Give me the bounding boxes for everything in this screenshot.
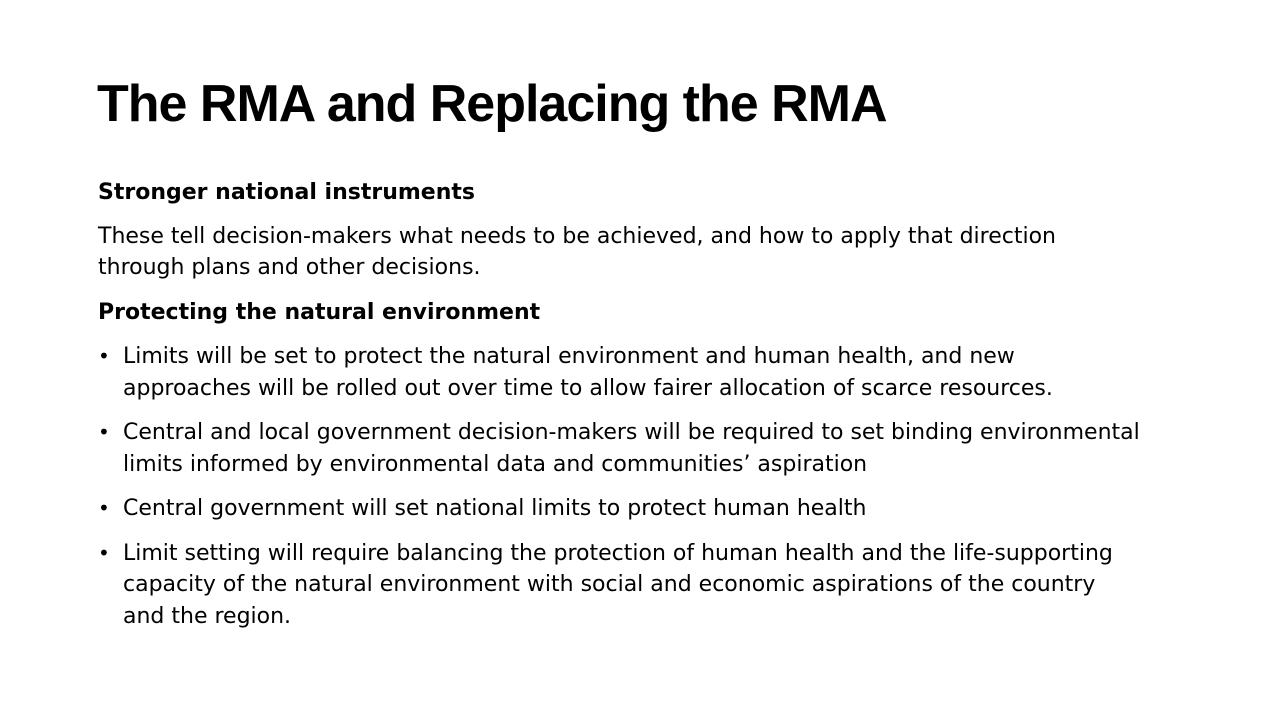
bullet-marker: •	[98, 540, 110, 565]
list-item	[98, 341, 1178, 404]
bullet-text: Central and local government decision-makers will be required to set binding environmental limits informed by environmental data and communities’ aspiration	[123, 420, 1140, 477]
slide-content	[98, 177, 1178, 645]
slide-title: The RMA and Replacing the RMA	[97, 75, 887, 133]
bullet-list	[98, 341, 1178, 632]
bullet-marker: •	[98, 496, 110, 520]
bullet-marker: •	[98, 344, 110, 368]
section-heading-natural-environment: Protecting the natural environment	[98, 299, 541, 325]
section-heading-national-instruments: Stronger national instruments	[98, 180, 475, 205]
list-item	[98, 538, 1178, 633]
list-item	[98, 493, 1178, 525]
bullet-text: Limits will be set to protect the natural environment and human health, and new approaches will be rolled out over time to allow fairer allocation of scarce resources.	[123, 344, 1053, 401]
bullet-text: Central government will set national limits to protect human health	[123, 496, 867, 521]
bullet-text: Limit setting will require balancing the protection of human health and the life-supporting capacity of the natural environment with social and economic aspirations of the country and the region.	[123, 540, 1113, 629]
section-paragraph-national-instruments: These tell decision-makers what needs to be achieved, and how to apply that direction through plans and other decisions.	[98, 223, 1056, 280]
list-item	[98, 417, 1178, 480]
bullet-marker: •	[98, 420, 110, 444]
